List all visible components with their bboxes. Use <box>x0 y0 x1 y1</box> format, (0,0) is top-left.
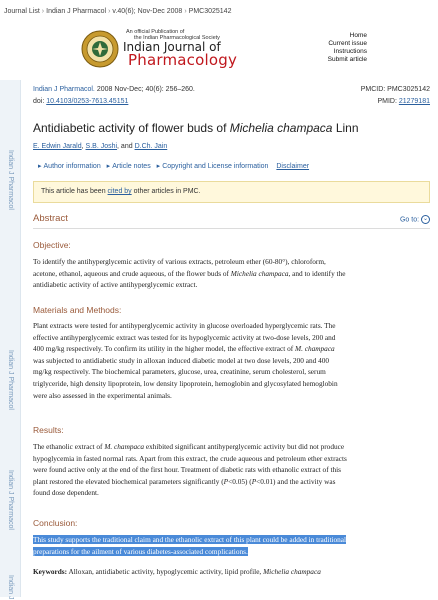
methods-line: were also assessed in the experimental animals. <box>33 390 172 400</box>
current-issue-link[interactable]: Current issue <box>328 40 367 47</box>
selected-text[interactable]: preparations for the ailment of various diabetes-associated complications. <box>33 546 248 556</box>
objective-heading: Objective: <box>33 240 71 250</box>
journal-abbrev[interactable]: Indian J Pharmacol. <box>33 86 95 93</box>
results-line: hypoglycemia in fasted normal rats. Apart from this extract, the crude aqueous and petroleum ether extracts <box>33 453 347 463</box>
doi-prefix: doi: <box>33 98 47 105</box>
abstract-divider <box>33 228 430 229</box>
breadcrumb-issue[interactable]: v.40(6); Nov-Dec 2008 <box>112 8 183 15</box>
conclusion-paragraph <box>33 534 432 557</box>
results-species: M. champaca <box>104 442 145 451</box>
doi-link[interactable]: 10.4103/0253-7613.45151 <box>46 98 129 105</box>
cited-by-text <box>41 188 201 195</box>
author-link[interactable]: D.Ch. Jain <box>134 143 168 150</box>
conclusion-line <box>33 546 432 558</box>
results-paragraph <box>33 441 432 499</box>
author-information-link[interactable]: Author information <box>43 163 101 170</box>
abstract-heading: Abstract <box>33 213 68 224</box>
objective-line: antidiabetic activity of active antihyperglycemic extract. <box>33 280 198 290</box>
journal-title-line1: Indian Journal of <box>123 40 221 54</box>
article-title <box>33 121 359 135</box>
journal-masthead <box>78 28 368 70</box>
objective-line <box>33 268 432 280</box>
breadcrumb-journal-list[interactable]: Journal List <box>4 8 40 15</box>
doi-line <box>33 98 128 105</box>
results-text: exhibited significant antihyperglycemic activity but did not produce <box>144 442 345 451</box>
goto-label[interactable]: Go to: <box>399 216 420 224</box>
title-suffix: Linn <box>332 121 359 135</box>
results-text: The ethanolic extract of <box>33 442 105 451</box>
author-separator: , <box>81 143 86 150</box>
bullet-icon: ▸ <box>38 163 42 170</box>
home-link[interactable]: Home <box>349 32 367 39</box>
breadcrumb-separator: › <box>108 8 111 15</box>
results-line: found dose dependent. <box>33 488 99 498</box>
keywords-species: Michelia champaca <box>263 567 321 576</box>
sidebar-journal-label[interactable]: Indian J Pharmacol <box>7 150 14 210</box>
breadcrumb <box>4 8 231 15</box>
methods-line: Plant extracts were tested for antihyperglycemic activity in glucose overloaded hyperglycemic rats. The <box>33 321 336 330</box>
author-link[interactable]: S.B. Joshi <box>85 143 118 150</box>
results-text: plant restored the elevated biochemical parameters significantly ( <box>33 476 224 486</box>
chevron-down-icon[interactable]: ⌄ <box>422 216 429 222</box>
instructions-link[interactable]: Instructions <box>333 48 367 55</box>
goto-menu[interactable] <box>400 215 430 224</box>
results-line <box>33 476 432 488</box>
cited-by-prefix: This article has been <box>41 188 108 195</box>
bullet-icon: ▸ <box>106 163 111 170</box>
methods-line: effective antihyperglycemic extract was tested for its hypoglycemic activity at two-dose levels, 200 and <box>33 332 336 342</box>
submit-article-link[interactable]: Submit article <box>327 56 367 63</box>
bullet-icon: ▸ <box>156 163 161 170</box>
breadcrumb-journal[interactable]: Indian J Pharmacol <box>46 8 107 15</box>
keywords-label: Keywords: <box>33 567 68 576</box>
results-line <box>33 441 432 453</box>
p-value-symbol: P <box>223 476 229 486</box>
masthead-links <box>325 32 367 64</box>
cited-by-link[interactable]: cited by <box>107 188 132 195</box>
methods-line <box>33 343 432 355</box>
p-value-symbol: P <box>251 476 257 486</box>
journal-title-line2: Pharmacology <box>128 51 238 69</box>
masthead-society-line: the Indian Pharmacological Society <box>134 35 220 41</box>
conclusion-heading: Conclusion: <box>33 518 78 528</box>
methods-line: mg/kg respectively. The biochemical parameters, glucose, urea, creatinine, serum cholesterol, serum <box>33 367 326 377</box>
society-seal-logo <box>81 30 119 68</box>
citation-details: 2008 Nov-Dec; 40(6): 256–260. <box>94 86 195 93</box>
copyright-link[interactable]: Copyright and License information <box>162 163 269 170</box>
article-notes-link[interactable]: Article notes <box>112 163 151 170</box>
breadcrumb-separator: › <box>41 8 45 15</box>
methods-line: was subjected to antidiabetic study in alloxan induced diabetic model at two dose levels, 200 and 400 <box>33 355 330 365</box>
breadcrumb-separator: › <box>184 8 187 15</box>
breadcrumb-pmcid: PMC3025142 <box>188 8 232 15</box>
results-text: <0.01) and the activity was <box>256 476 336 486</box>
methods-line: triglyceride, high density lipoprotein, low density lipoprotein, hemoglobin and glycosylated hemoglobin <box>33 378 338 388</box>
pmcid: PMCID: PMC3025142 <box>360 86 430 93</box>
keywords-line <box>33 567 321 576</box>
author-separator: , and <box>117 143 135 150</box>
objective-text: acetone, ethanol, aqueous and crude aqueous, of the flower buds of <box>33 268 231 278</box>
results-text: <0.05) ( <box>228 476 252 486</box>
pmid-prefix: PMID: <box>377 98 399 105</box>
cited-by-suffix: other articles in PMC. <box>131 188 201 195</box>
sidebar-journal-label[interactable]: Indian J Pharmacol <box>7 350 14 410</box>
pmid-line <box>377 98 430 105</box>
cited-by-notice <box>33 181 430 203</box>
conclusion-line <box>33 534 432 546</box>
title-species: Michelia champaca <box>229 121 333 135</box>
disclaimer-link[interactable]: Disclaimer <box>276 163 310 170</box>
keywords-text: Alloxan, antidiabetic activity, hypoglycemic activity, lipid profile, <box>67 567 264 576</box>
masthead-publication-line: An official Publication of <box>126 29 185 35</box>
results-line: were found active only at the end of the first hour. Treatment of diabetic rats with ethanolic extract of this <box>33 465 342 475</box>
methods-paragraph <box>33 320 432 401</box>
citation-line <box>33 86 195 93</box>
sidebar-journal-label[interactable]: Indian J Pharmacol <box>7 470 14 530</box>
article-notes-bar <box>38 162 309 170</box>
objective-line: To identify the antihyperglycemic activity of various extracts, petroleum ether (60-80°), chloroform, <box>33 257 326 266</box>
author-list <box>33 143 167 150</box>
objective-species: Michelia champaca <box>230 268 289 278</box>
objective-text: , and to identify the <box>288 268 346 278</box>
author-link[interactable]: E. Edwin Jarald <box>33 143 82 150</box>
methods-text: 400 mg/kg respectively. To confirm its utility in the higher model, the effective extract of <box>33 344 295 354</box>
journal-sidebar <box>0 80 21 600</box>
methods-species: M. champaca <box>294 344 335 354</box>
pmid-link[interactable]: 21279181 <box>398 98 430 105</box>
objective-paragraph <box>33 256 432 291</box>
title-text: Antidiabetic activity of flower buds of <box>33 121 230 135</box>
results-heading: Results: <box>33 425 64 435</box>
selected-text[interactable]: This study supports the traditional claim and the ethanolic extract of this plant could be added in traditional <box>33 535 347 544</box>
sidebar-journal-label[interactable]: Indian J <box>7 575 14 600</box>
methods-heading: Materials and Methods: <box>33 305 122 315</box>
